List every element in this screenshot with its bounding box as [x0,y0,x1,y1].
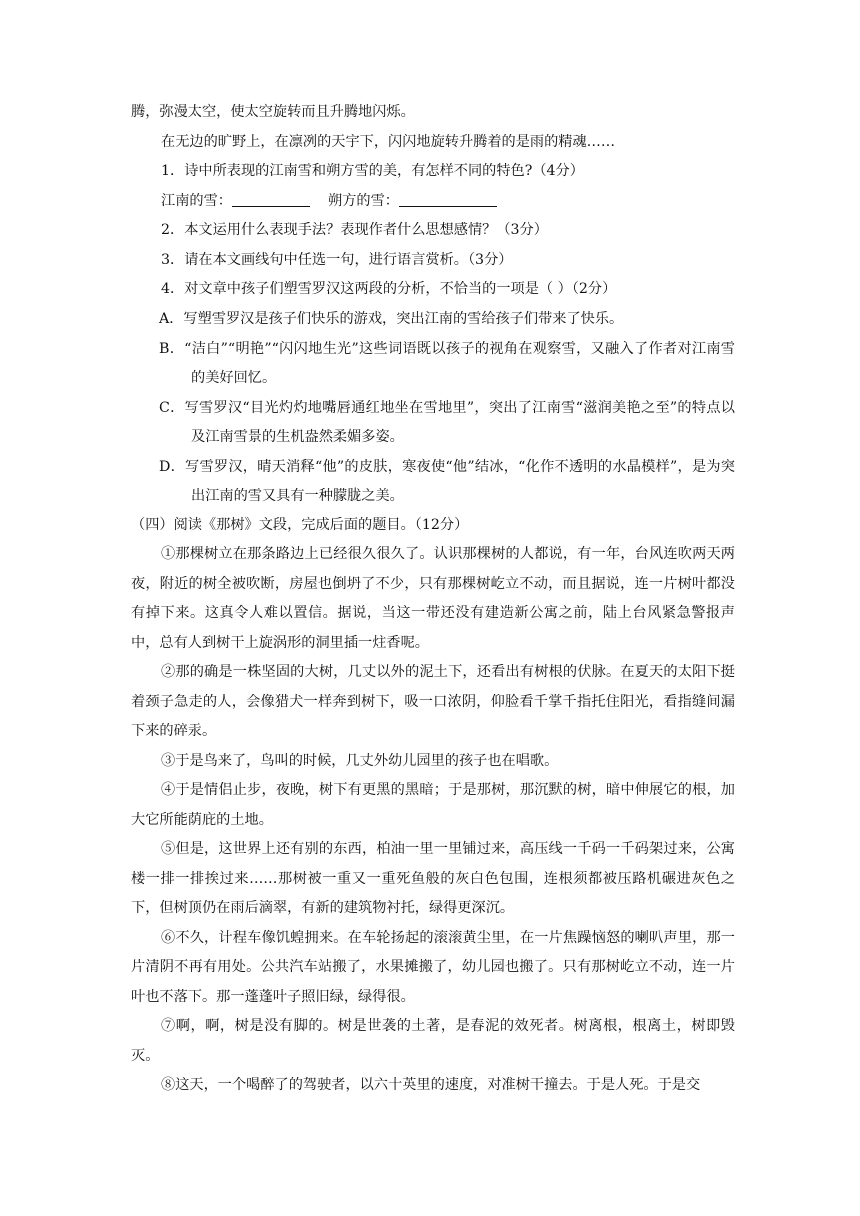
option-a: A．写塑雪罗汉是孩子们快乐的游戏，突出江南的雪给孩子们带来了快乐。 [159,311,624,327]
option-b: B．“洁白”“明艳”“闪闪地生光”这些词语既以孩子的视角在观察雪，又融入了作者对江南雪的美好回忆。 [159,340,735,386]
answer-label-jiangnan: 江南的雪： [161,192,232,209]
question-2: 2．本文运用什么表现手法？表现作者什么思想感情？（3分） [161,222,548,238]
passage-paragraph-3: ③于是鸟来了，鸟叫的时候，几丈外幼儿园里的孩子也在唱歌。 [161,752,559,769]
question-4: 4．对文章中孩子们塑雪罗汉这两段的分析，不恰当的一项是（ ）（2分） [161,281,617,297]
question-1: 1．诗中所表现的江南雪和朔方雪的美，有怎样不同的特色?（4分） [161,163,584,179]
answer-line [131,187,735,217]
section-4-heading-wrap [131,511,735,541]
reading-passage [131,540,735,1101]
passage-paragraph-4: ④于是情侣止步，夜晚，树下有更黑的黑暗；于是那树，那沉默的树，暗中伸展它的根，加大它所能荫庇的土地。 [131,782,735,828]
answer-label-shuofang: 朔方的雪： [328,192,399,209]
passage-paragraph-6: ⑥不久，计程车像饥蝗拥来。在车轮扬起的滚滚黄尘里，在一片焦躁恼怒的喇叭声里，那一片清阴不再有用处。公共汽车站搬了，水果摊搬了，幼儿园也搬了。只有那树屹立不动，连一片叶也不落下。那一蓬蓬叶子照旧绿，绿得很。 [131,929,735,1005]
answer-blank-shuofang[interactable] [399,192,497,207]
poem-line-2: 在无边的旷野上，在凛冽的天宇下，闪闪地旋转升腾着的是雨的精魂…… [161,133,616,150]
passage-paragraph-1: ①那棵树立在那条路边上已经很久很久了。认识那棵树的人都说，有一年，台风连吹两天两夜，附近的树全被吹断，房屋也倒坍了不少，只有那棵树屹立不动，而且据说，连一片树叶都没有掉下来。这真令人难以置信。据说，当这一带还没有建造新公寓之前，陆上台风紧急警报声中，总有人到树干上旋涡形的洞里插一炷香呢。 [131,546,735,651]
option-c: C．写雪罗汉“目光灼灼地嘴唇通红地坐在雪地里”，突出了江南雪“滋润美艳之至”的特点以及江南雪景的生机盎然柔媚多姿。 [159,399,735,445]
question-3: 3．请在本文画线句中任选一句，进行语言赏析。（3分） [161,251,513,268]
answer-blank-jiangnan[interactable] [232,192,310,207]
question-list [131,157,735,305]
passage-paragraph-5: ⑤但是，这世界上还有别的东西，柏油一里一里铺过来，高压线一千码一千码架过来，公寓楼一排一排挨过来……那树被一重又一重死鱼般的灰白色包围，连根须都被压路机碾进灰色之下，但树顶仍在雨后滴翠，有新的建筑物衬托，绿得更深沉。 [131,841,735,916]
poem-ending [131,98,735,157]
passage-paragraph-7: ⑦啊，啊，树是没有脚的。树是世袭的土著，是春泥的效死者。树离根，根离土，树即毁灭。 [131,1018,735,1064]
passage-paragraph-2: ②那的确是一株坚固的大树，几丈以外的泥土下，还看出有树根的伏脉。在夏天的太阳下挺着颈子急走的人，会像猎犬一样奔到树下，吸一口浓阴，仰脸看千掌千指托住阳光，看指缝间漏下来的碎汞。 [131,664,735,739]
passage-paragraph-8: ⑧这天，一个喝醉了的驾驶者，以六十英里的速度，对准树干撞去。于是人死。于是交 [161,1077,701,1093]
poem-line-1: 腾，弥漫太空，使太空旋转而且升腾地闪烁。 [131,104,415,120]
option-list [131,305,735,512]
option-d: D．写雪罗汉，晴天消释“他”的皮肤，寒夜使“他”结冰，“化作不透明的水晶模样”，是为突出江南的雪又具有一种朦胧之美。 [159,458,735,504]
section-4-heading: （四）阅读《那树》文段，完成后面的题目。（12分） [131,517,469,533]
